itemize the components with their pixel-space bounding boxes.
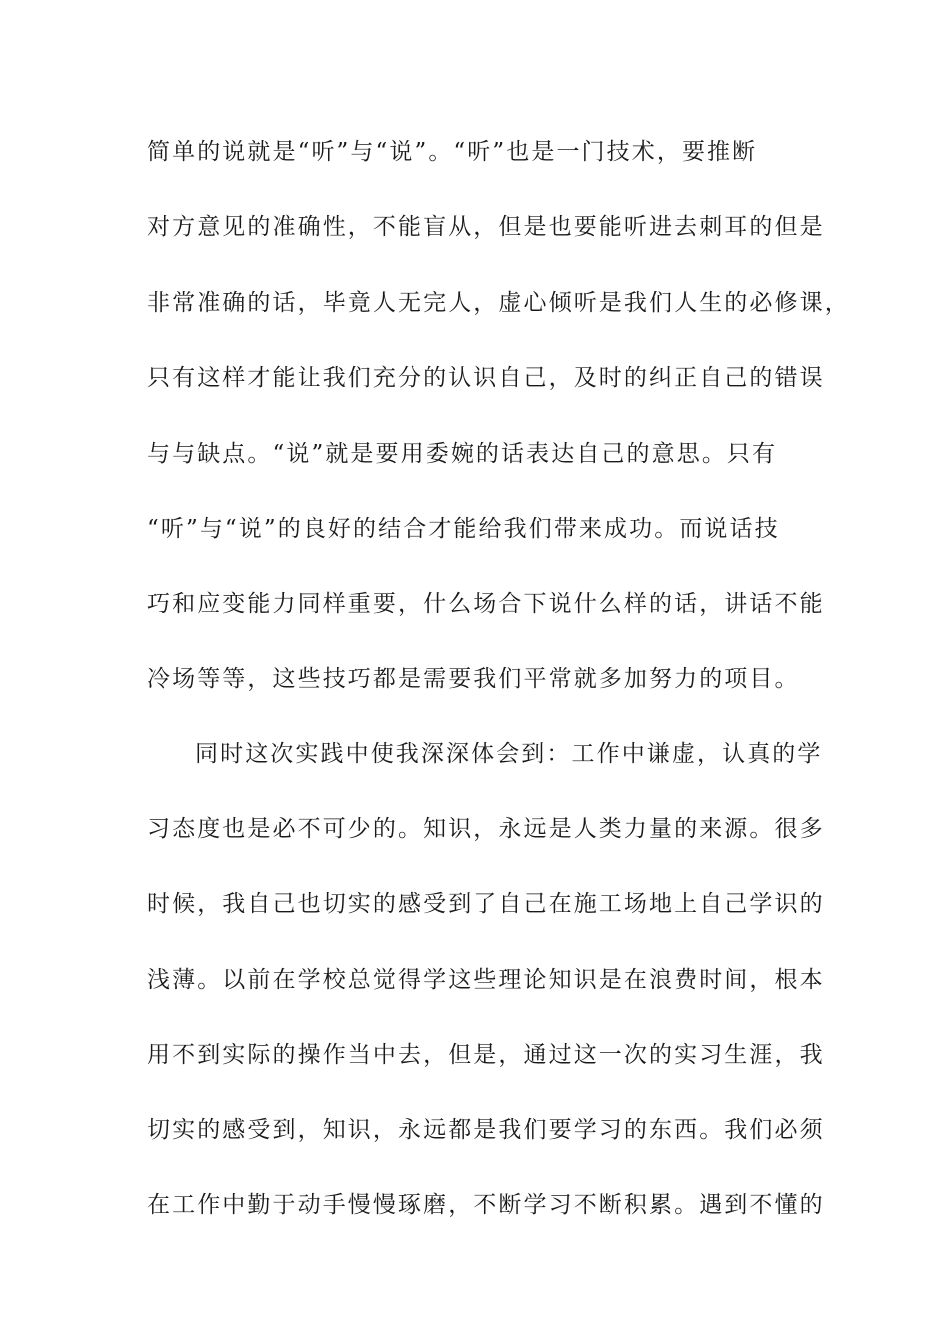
paragraph-line: 时候，我自己也切实的感受到了自己在施工场地上自己学识的	[147, 891, 825, 917]
paragraph-line: 只有这样才能让我们充分的认识自己，及时的纠正自己的错误	[147, 365, 825, 391]
paragraph-line: 简单的说就是“听”与“说”。“听”也是一门技术，要推断	[147, 139, 758, 165]
paragraph-line: 切实的感受到，知识，永远都是我们要学习的东西。我们必须	[147, 1117, 825, 1143]
paragraph-line: 在工作中勤于动手慢慢琢磨，不断学习不断积累。遇到不懂的	[147, 1192, 825, 1218]
paragraph-line: 对方意见的准确性，不能盲从，但是也要能听进去刺耳的但是	[147, 214, 825, 240]
paragraph-first-line: 同时这次实践中使我深深体会到：工作中谦虚，认真的学	[195, 741, 823, 767]
paragraph-line: 非常准确的话，毕竟人无完人，虚心倾听是我们人生的必修课，	[147, 290, 850, 316]
paragraph-line: 用不到实际的操作当中去，但是，通过这一次的实习生涯，我	[147, 1042, 825, 1068]
paragraph-line: 习态度也是必不可少的。知识，永远是人类力量的来源。很多	[147, 816, 825, 842]
paragraph-line: 与与缺点。“说”就是要用委婉的话表达自己的意思。只有	[147, 441, 778, 467]
paragraph-line: 巧和应变能力同样重要，什么场合下说什么样的话，讲话不能	[147, 591, 825, 617]
paragraph-line: “听”与“说”的良好的结合才能给我们带来成功。而说话技	[147, 516, 780, 542]
paragraph-line: 浅薄。以前在学校总觉得学这些理论知识是在浪费时间，根本	[147, 967, 825, 993]
paragraph-line: 冷场等等，这些技巧都是需要我们平常就多加努力的项目。	[147, 666, 800, 692]
